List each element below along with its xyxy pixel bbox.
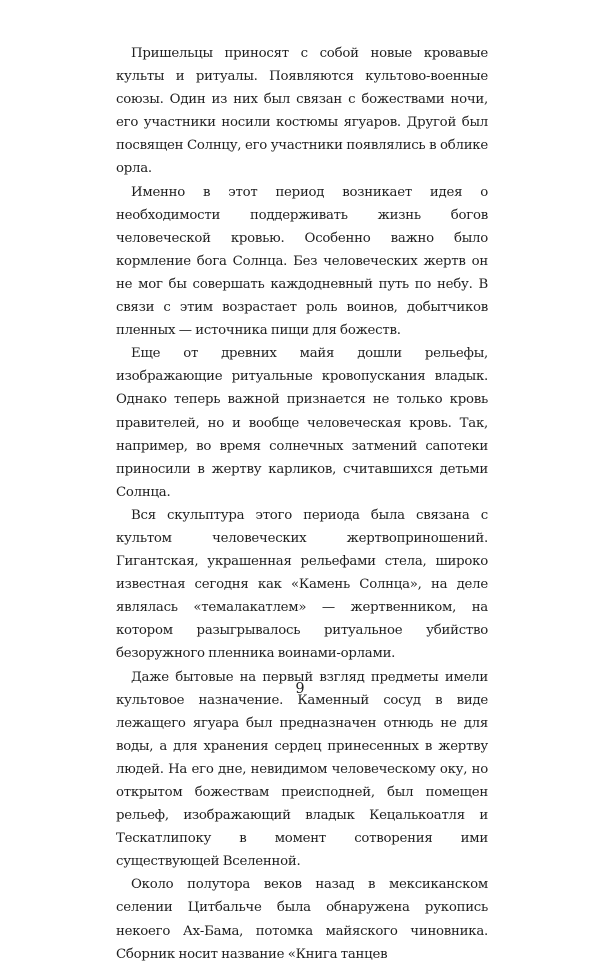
body-text [116,42,488,966]
paragraph-1: Пришельцы приносят с собой новые кровавые культы и ритуалы. Появляются культово-военные союзы. Один из них был связан с божествами ночи, его участники носили костюмы ягуаров. Другой был посвящен Солнцу, его участники появлялись в облике орла. [116,46,488,177]
page-number: 9 [295,681,305,697]
paragraph-6: Около полутора веков назад в мексиканском селении Цитбальче была обнаружена рукопись некоего Ах-Бама, потомка майяского чиновника. Сборник носит название «Книга танцев [116,877,488,962]
paragraph-2: Именно в этот период возникает идея о необходимости поддерживать жизнь богов человеческой кровью. Особенно важно было кормление бога Солнца. Без человеческих жертв он не мог бы совершать каждодневный путь по небу. В связи с этим возрастает роль воинов, добытчиков пленных — источника пищи для божеств. [116,184,488,339]
paragraph-4: Вся скульптура этого периода была связана с культом человеческих жертвоприношений. Гигантская, украшенная рельефами стела, широко известная сегодня как «Камень Солнца», на деле являлась «темалакатлем» — жертвенником, на котором разыгрывалось ритуальное убийство безоружного пленника воинами-орлами. [116,507,488,662]
paragraph-3: Еще от древних майя дошли рельефы, изображающие ритуальные кровопускания владык. Однако теперь важной признается не только кровь правителей, но и вообще человеческая кровь. Так, например, во время солнечных затмений сапотеки приносили в жертву карликов, считавшихся детьми Солнца. [116,346,488,500]
paragraph-5: Даже бытовые на первый взгляд предметы имели культовое назначение. Каменный сосуд в виде лежащего ягуара был предназначен отнюдь не для воды, а для хранения сердец принесенных в жертву людей. На его дне, невидимом человеческому оку, но открытом божествам преисподней, был помещен рельеф, изображающий владык Кецалькоатля и Тескатлипоку в момент сотворения ими существующей Вселенной. [116,669,488,870]
